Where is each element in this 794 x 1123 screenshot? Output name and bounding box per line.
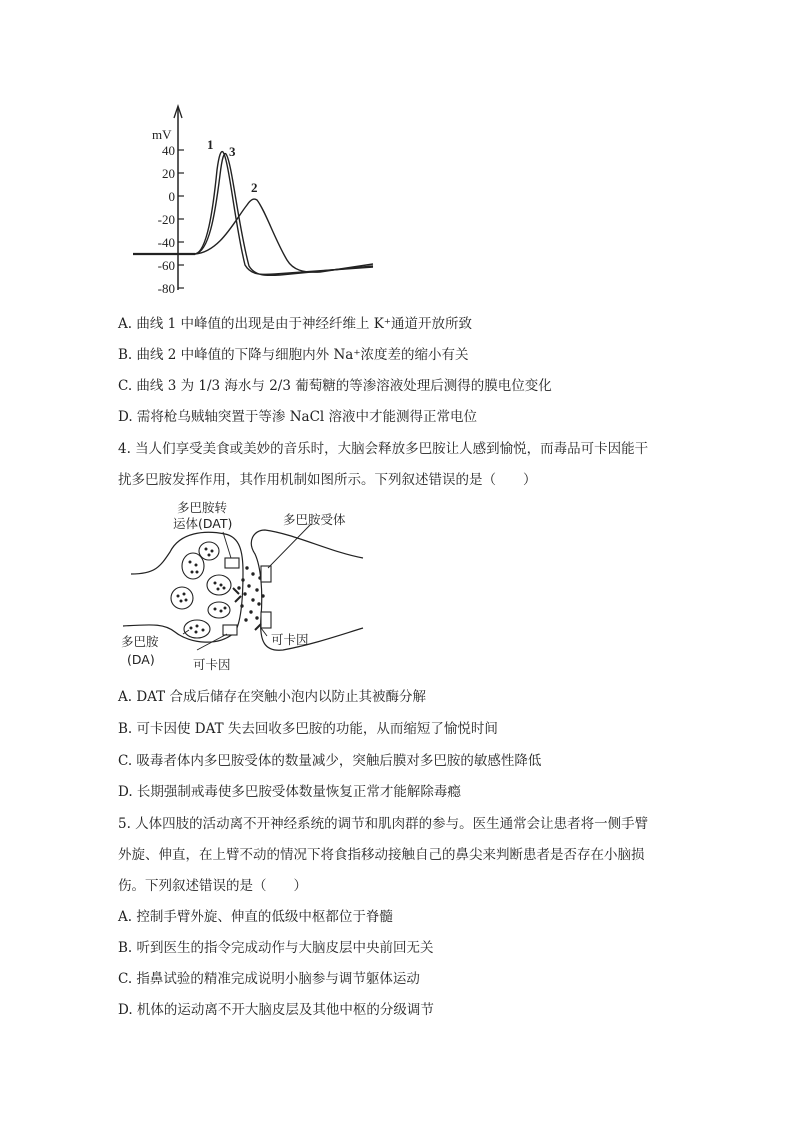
- curve-3: [195, 154, 373, 276]
- q4-stem-line-2: 扰多巴胺发挥作用，其作用机制如图所示。下列叙述错误的是（ ）: [118, 472, 537, 488]
- cocaine-molecules: [233, 588, 261, 630]
- tick-label: 0: [168, 189, 175, 204]
- q5-option-a: A. 控制手臂外旋、伸直的低级中枢都位于脊髓: [118, 909, 393, 925]
- da-label-line-2: (DA): [127, 652, 155, 667]
- membrane-potential-graph: [125, 100, 395, 300]
- q4-option-a: A. DAT 合成后储存在突触小泡内以防止其被酶分解: [118, 689, 426, 705]
- q4-option-c: C. 吸毒者体内多巴胺受体的数量减少，突触后膜对多巴胺的敏感性降低: [118, 753, 542, 769]
- tick-label: -40: [157, 235, 175, 250]
- synaptic-vesicles: [171, 542, 231, 638]
- y-ticks: [178, 150, 184, 288]
- q5-option-c: C. 指鼻试验的精准完成说明小脑参与调节躯体运动: [118, 971, 420, 987]
- q4-stem-line-1: 4. 当人们享受美食或美妙的音乐时，大脑会释放多巴胺让人感到愉悦，而毒品可卡因能干: [118, 441, 649, 457]
- tick-label: -60: [157, 258, 175, 273]
- cocaine-label-right: 可卡因: [271, 632, 309, 647]
- q3-option-b: B. 曲线 2 中峰值的下降与细胞内外 Na⁺浓度差的缩小有关: [118, 347, 469, 363]
- q3-option-d: D. 需将枪乌贼轴突置于等渗 NaCl 溶液中才能测得正常电位: [118, 409, 478, 425]
- q5-stem-line-2: 外旋、伸直，在上臂不动的情况下将食指移动接触自己的鼻尖来判断患者是否存在小脑损: [118, 847, 645, 863]
- q5-stem-line-3: 伤。下列叙述错误的是（ ）: [118, 878, 307, 894]
- q3-option-c: C. 曲线 3 为 1/3 海水与 2/3 葡萄糖的等渗溶液处理后测得的膜电位变化: [118, 378, 552, 394]
- tick-label: -80: [157, 281, 175, 296]
- q4-option-d: D. 长期强制戒毒使多巴胺受体数量恢复正常才能解除毒瘾: [118, 784, 461, 800]
- dat-transporter-lower: [223, 625, 237, 635]
- curve-label-1: 1: [207, 137, 214, 152]
- q5-stem-line-1: 5. 人体四肢的活动离不开神经系统的调节和肌肉群的参与。医生通常会让患者将一侧手臂: [118, 816, 649, 832]
- dat-transporter-upper: [225, 558, 239, 568]
- tick-label: -20: [157, 212, 175, 227]
- dat-label-line-2: 运体(DAT): [173, 516, 233, 531]
- curve-2: [195, 199, 373, 272]
- da-label-line-1: 多巴胺: [121, 634, 159, 649]
- curve-label-3: 3: [229, 144, 236, 159]
- tick-label: 40: [162, 143, 175, 158]
- dat-label-line-1: 多巴胺转: [177, 500, 228, 515]
- cocaine-label-left: 可卡因: [193, 657, 231, 672]
- dopamine-receptor-upper: [261, 566, 271, 582]
- receptor-label: 多巴胺受体: [283, 512, 346, 527]
- synapse-diagram: [115, 492, 375, 672]
- q5-option-b: B. 听到医生的指令完成动作与大脑皮层中央前回无关: [118, 940, 434, 956]
- tick-label: 20: [162, 166, 175, 181]
- y-unit-label: mV: [152, 127, 172, 142]
- curve-label-2: 2: [251, 180, 258, 195]
- q3-option-a: A. 曲线 1 中峰值的出现是由于神经纤维上 K⁺通道开放所致: [118, 316, 473, 332]
- q4-option-b: B. 可卡因使 DAT 失去回收多巴胺的功能，从而缩短了愉悦时间: [118, 721, 498, 737]
- dopamine-receptor-lower: [261, 612, 271, 628]
- q5-option-d: D. 机体的运动离不开大脑皮层及其他中枢的分级调节: [118, 1002, 434, 1018]
